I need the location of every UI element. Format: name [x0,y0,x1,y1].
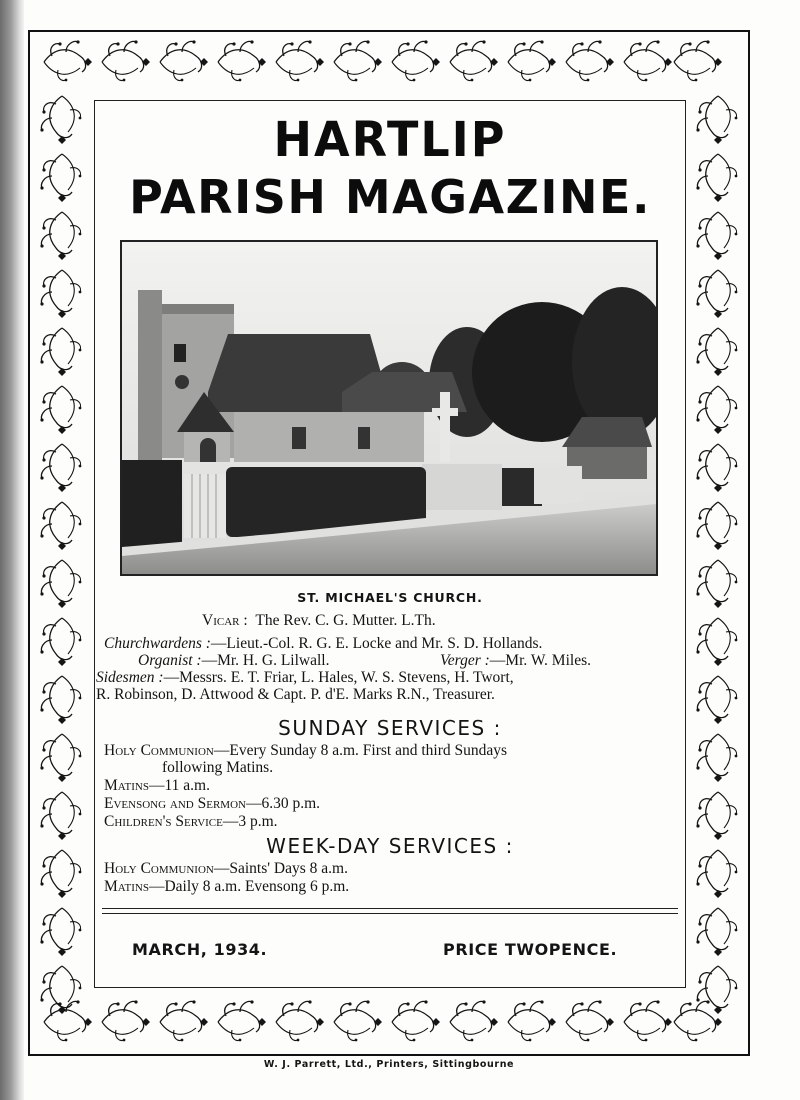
churchwardens-line [104,635,542,653]
issue-date: MARCH, 1934. [132,940,268,959]
verger-label: Verger : [440,652,490,669]
sunday-matins-label: Matins [104,777,149,794]
sidesmen-label: Sidesmen : [96,669,164,686]
sunday-holy-communion-line-2: following Matins. [162,759,274,776]
sidesmen-line [96,669,514,687]
organist-label: Organist : [138,652,202,669]
verger-line [440,652,591,670]
sidesmen-line-2: R. Robinson, D. Attwood & Capt. P. d'E. Marks R.N., Treasurer. [96,686,495,703]
printer-imprint: W. J. Parrett, Ltd., Printers, Sittingbourne [263,1059,515,1070]
weekday-matins-label: Matins [104,878,149,895]
sunday-evensong-value: —6.30 p.m. [245,795,321,812]
sunday-matins-value: —11 a.m. [148,777,210,794]
organist-line [138,652,329,670]
sunday-childrens-value: —3 p.m. [222,813,278,830]
organist-value: —Mr. H. G. Lilwall. [201,652,330,669]
vicar-line [202,612,436,630]
sunday-holy-communion-value: —Every Sunday 8 a.m. First and third Sundays [213,742,508,759]
sidesmen-value: —Messrs. E. T. Friar, L. Hales, W. S. Stevens, H. Twort, [163,669,514,686]
photo-caption: ST. MICHAEL'S CHURCH. [297,590,483,605]
vicar-value: The Rev. C. G. Mutter. L.Th. [255,612,436,629]
footer-divider-top [102,908,678,909]
weekday-holy-communion-value: —Saints' Days 8 a.m. [213,860,348,877]
sunday-holy-communion-label: Holy Communion [104,742,214,759]
weekday-matins-line [104,878,349,896]
sunday-evensong-label: Evensong and Sermon [104,795,246,812]
churchwardens-value: —Lieut.-Col. R. G. E. Locke and Mr. S. D. Hollands. [210,635,543,652]
weekday-matins-value: —Daily 8 a.m. Evensong 6 p.m. [148,878,350,895]
sunday-childrens-label: Children's Service [104,813,223,830]
sunday-childrens-line [104,813,278,831]
masthead-title-line1: HARTLIP [273,110,507,168]
issue-price: PRICE TWOPENCE. [443,940,618,959]
footer-divider-bottom [102,913,678,914]
weekday-services-heading: WEEK-DAY SERVICES : [266,834,514,858]
weekday-holy-communion-label: Holy Communion [104,860,214,877]
sunday-matins-line [104,777,210,795]
sunday-evensong-line [104,795,320,813]
verger-value: —Mr. W. Miles. [489,652,591,669]
churchwardens-label: Churchwardens : [104,635,211,652]
vicar-label: Vicar : [202,612,248,629]
weekday-holy-communion-line [104,860,348,878]
church-photograph [120,240,658,576]
masthead-title-line2: PARISH MAGAZINE. [129,170,651,224]
sunday-holy-communion-line [104,742,507,760]
sunday-services-heading: SUNDAY SERVICES : [278,716,502,740]
